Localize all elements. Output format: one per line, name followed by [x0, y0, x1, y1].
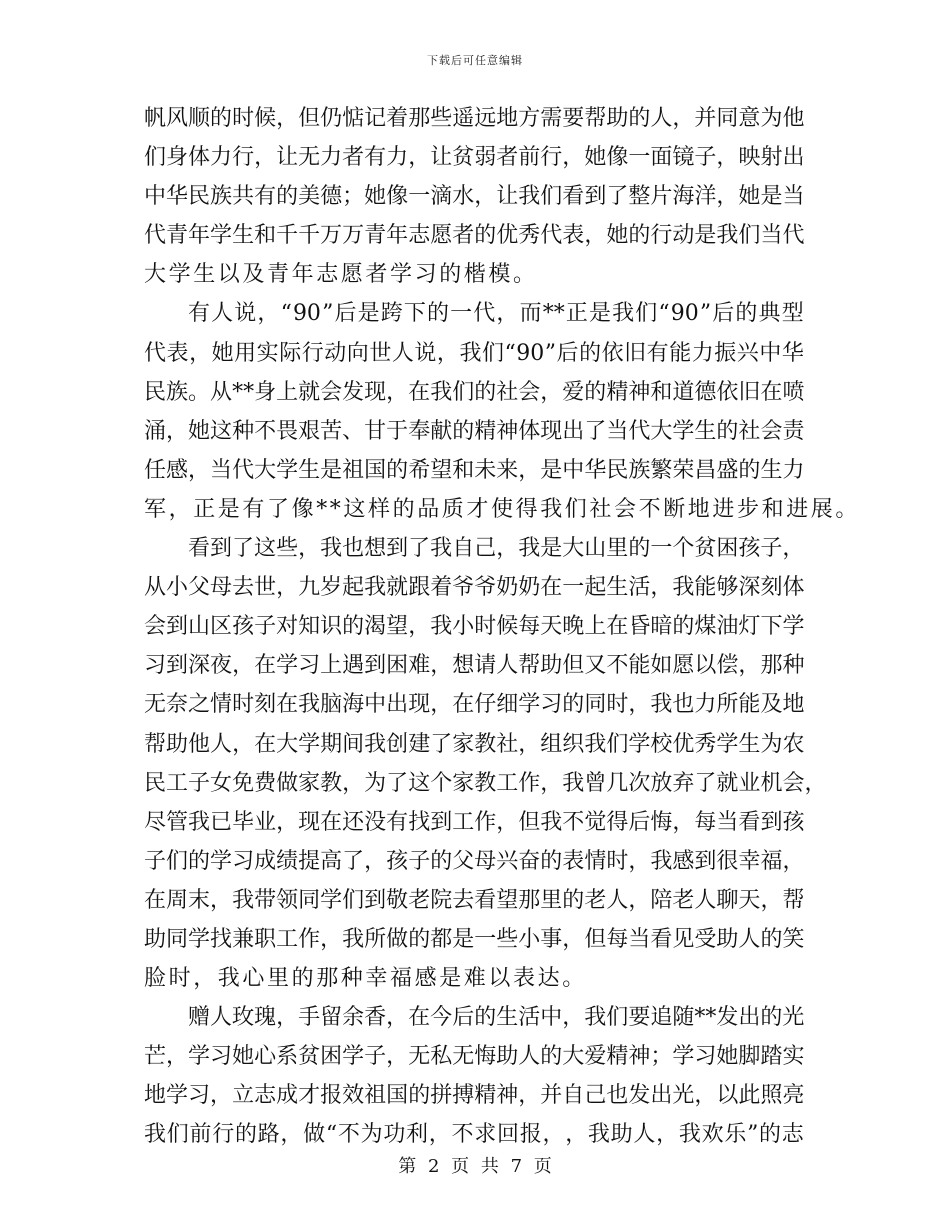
text-line: 脸时，我心里的那种幸福感是难以表达。: [144, 966, 587, 992]
text-line: 中 华 民 族 共 有 的 美 德 ； 她 像 一 滴 水 ， 让 我 们 看 到 了 整 片 海 洋 ， 她 是 当: [144, 184, 805, 210]
text-line: 们 身 体 力 行 ， 让 无 力 者 有 力 ， 让 贫 弱 者 前 行 ， 她 像 一 面 镜 子 ， 映 射 出: [144, 145, 805, 171]
text-line: 在 周 末 ， 我 带 领 同 学 们 到 敬 老 院 去 看 望 那 里 的 老 人 ， 陪 老 人 聊 天 ， 帮: [144, 887, 805, 913]
text-line: 地 学 习 ， 立 志 成 才 报 效 祖 国 的 拼 搏 精 神 ， 并 自 己 也 发 出 光 ， 以 此 照 亮: [144, 1083, 805, 1109]
text-line: 尽 管 我 已 毕 业 ， 现 在 还 没 有 找 到 工 作 ， 但 我 不 觉 得 后 悔 ， 每 当 看 到 孩: [144, 809, 805, 835]
text-line: 会 到 山 区 孩 子 对 知 识 的 渴 望 ， 我 小 时 候 每 天 晚 上 在 昏 暗 的 煤 油 灯 下 学: [144, 614, 805, 640]
text-line: 任 感 ， 当 代 大 学 生 是 祖 国 的 希 望 和 未 来 ， 是 中 华 民 族 繁 荣 昌 盛 的 生 力: [144, 457, 805, 483]
text-line: 军，正是有了像**这样的品质才使得我们社会不断地进步和进展。: [144, 496, 861, 522]
page-footer: 第 2 页 共 7 页: [398, 1156, 552, 1177]
text-line: 帆 风 顺 的 时 候 ， 但 仍 惦 记 着 那 些 遥 远 地 方 需 要 帮 助 的 人 ， 并 同 意 为 他: [144, 106, 805, 131]
text-line: 子 们 的 学 习 成 绩 提 高 了 ， 孩 子 的 父 母 兴 奋 的 表 情 时 ， 我 感 到 很 幸 福 ，: [144, 848, 805, 874]
page-header: 下载后可任意编辑: [427, 54, 523, 67]
text-line: 从 小 父 母 去 世 ， 九 岁 起 我 就 跟 着 爷 爷 奶 奶 在 一 起 生 活 ， 我 能 够 深 刻 体: [144, 575, 805, 601]
text-line: 我 们 前 行 的 路 ， 做 “ 不 为 功 利 ， 不 求 回 报 ， ， 我 助 人 ， 我 欢 乐 ” 的 志: [144, 1122, 804, 1148]
text-line: 民 族 。 从 ** 身 上 就 会 发 现 ， 在 我 们 的 社 会 ， 爱 的 精 神 和 道 德 依 旧 在 喷: [144, 379, 805, 405]
text-line: 无 奈 之 情 时 刻 在 我 脑 海 中 出 现 ， 在 仔 细 学 习 的 同 时 ， 我 也 力 所 能 及 地: [144, 692, 805, 718]
text-line: 大学生以及青年志愿者学习的楷模。: [144, 262, 538, 288]
text-line: 芒 ， 学 习 她 心 系 贫 困 学 子 ， 无 私 无 悔 助 人 的 大 爱 精 神 ； 学 习 她 脚 踏 实: [144, 1044, 805, 1070]
text-line: 帮 助 他 人 ， 在 大 学 期 间 我 创 建 了 家 教 社 ， 组 织 我 们 学 校 优 秀 学 生 为 农: [144, 731, 805, 757]
text-line: 助 同 学 找 兼 职 工 作 ， 我 所 做 的 都 是 一 些 小 事 ， 但 每 当 看 见 受 助 人 的 笑: [144, 926, 805, 952]
text-line: 习 到 深 夜 ， 在 学 习 上 遇 到 困 难 ， 想 请 人 帮 助 但 又 不 能 如 愿 以 偿 ， 那 种: [144, 653, 805, 679]
text-line: 涌 ， 她 这 种 不 畏 艰 苦 、 甘 于 奉 献 的 精 神 体 现 出 了 当 代 大 学 生 的 社 会 责: [144, 418, 805, 444]
text-line: 看 到 了 这 些 ， 我 也 想 到 了 我 自 己 ， 我 是 大 山 里 的 一 个 贫 困 孩 子 ，: [188, 536, 805, 562]
text-line: 民 工 子 女 免 费 做 家 教 ， 为 了 这 个 家 教 工 作 ， 我 曾 几 次 放 弃 了 就 业 机 会 ，: [144, 770, 827, 796]
text-line: 代 表 ， 她 用 实 际 行 动 向 世 人 说 ， 我 们 “ 90 ” 后 的 依 旧 有 能 力 振 兴 中 华: [144, 340, 804, 366]
text-line: 赠 人 玫 瑰 ， 手 留 余 香 ， 在 今 后 的 生 活 中 ， 我 们 要 追 随 ** 发 出 的 光: [188, 1005, 805, 1031]
text-line: 有 人 说 ， “ 90 ” 后 是 跨 下 的 一 代 ， 而 ** 正 是 我 们 “ 90 ” 后 的 典 型: [188, 301, 804, 327]
document-body: [144, 99, 861, 1155]
text-line: 代 青 年 学 生 和 千 千 万 万 青 年 志 愿 者 的 优 秀 代 表 ， 她 的 行 动 是 我 们 当 代: [144, 223, 805, 249]
